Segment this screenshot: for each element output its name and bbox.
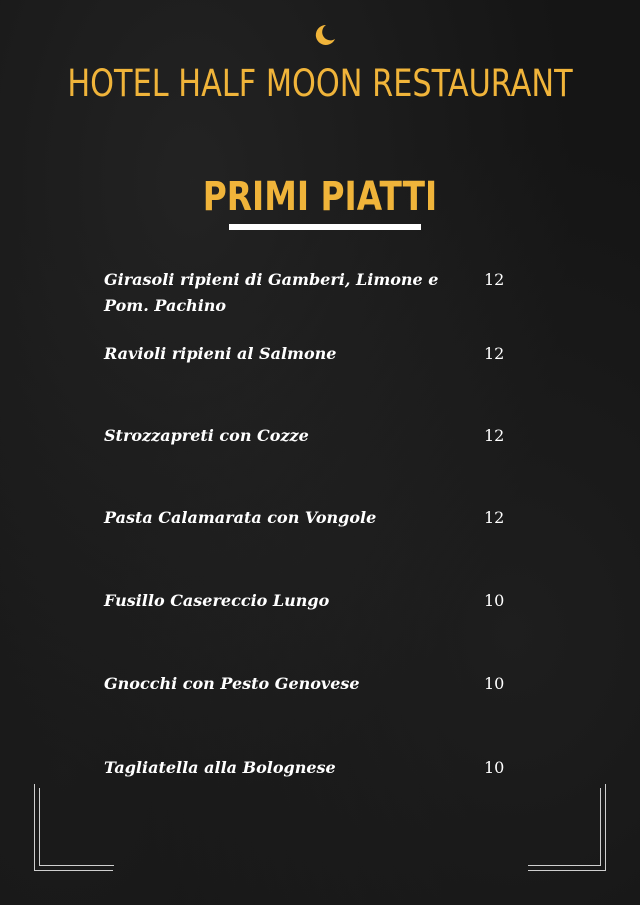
menu-item-name: Gnocchi con Pesto Genovese: [104, 674, 360, 693]
menu-item-price: 12: [484, 508, 505, 527]
menu-item-name: Pasta Calamarata con Vongole: [104, 508, 377, 527]
menu-item-name: Girasoli ripieni di Gamberi, Limone e Pom. Pachino: [104, 270, 439, 315]
menu-item-price: 10: [484, 758, 505, 777]
menu-item-price: 12: [484, 344, 505, 363]
menu-item-name: Fusillo Casereccio Lungo: [104, 591, 330, 610]
corner-frame-left: [34, 784, 113, 871]
crescent-moon-icon: [311, 22, 337, 48]
menu-item-price: 12: [484, 426, 505, 445]
menu-item-price: 12: [484, 270, 505, 289]
corner-frame-right: [528, 784, 606, 871]
menu-item-price: 10: [484, 591, 505, 610]
title-underline: [229, 224, 421, 230]
hotel-name: HOTEL HALF MOON RESTAURANT: [67, 62, 573, 105]
section-title: PRIMI PIATTI: [202, 174, 438, 220]
menu-item-name: Tagliatella alla Bolognese: [104, 758, 336, 777]
menu-item-price: 10: [484, 674, 505, 693]
menu-item-name: Ravioli ripieni al Salmone: [104, 344, 337, 363]
menu-item-name: Strozzapreti con Cozze: [104, 426, 309, 445]
